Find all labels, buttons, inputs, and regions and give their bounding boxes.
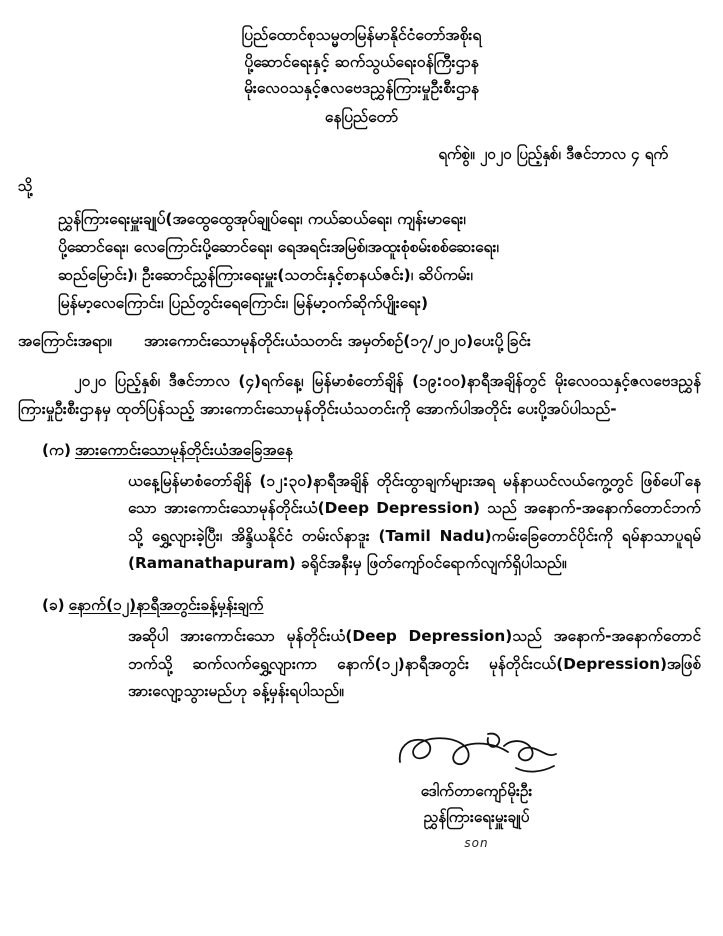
letterhead-line-2: ပို့ဆောင်ရေးနှင့် ဆက်သွယ်ရေးဝန်ကြီးဌာန	[244, 52, 479, 71]
section-kha-mark: (ခ)	[42, 596, 65, 614]
signer-initials: son	[464, 835, 489, 850]
recipient-line: ညွှန်ကြားရေးမှူးချုပ်(အထွေထွေအုပ်ချုပ်ရေး၊ ကယ်ဆယ်ရေး၊ ကျန်းမာရေး၊	[58, 209, 466, 228]
signer-name: ဒေါက်တာကျော်မိုးဦး	[420, 781, 533, 800]
section-ka-heading	[42, 441, 701, 463]
subject-label: အကြောင်းအရာ။	[18, 332, 112, 351]
section-ka	[0, 441, 723, 578]
letterhead-line-1: ပြည်ထောင်စုသမ္မတမြန်မာနိုင်ငံတော်အစိုးရ	[241, 26, 482, 44]
letterhead	[0, 0, 723, 131]
section-ka-body: ယနေ့မြန်မာစံတော်ချိန် (၁၂:၃၀)နာရီအချိန် တိုင်းထွာချက်များအရ မန်နာယင်လယ်ကွေ့တွင် ဖြစ်ပေါ်နေသော အားကောင်းသောမုန်တိုင်းယံ(Deep Depression) သည် အနောက်-အနောက်တောင်ဘက်သို့ ရွှေ့လျားခဲ့ပြီး၊ အိန္ဒိယနိုင်ငံ တမ်းလ်နာဒူး (Tamil Nadu)ကမ်းခြေတောင်ပိုင်းကို ရမ်နာသာပူရမ် (Ramanathapuram) ခရိုင်အနီးမှ ဖြတ်ကျော်ဝင်ရောက်လျက်ရှိပါသည်။	[128, 471, 701, 573]
date-line: ရက်စွဲ။ ၂၀၂၀ ပြည့်နှစ်၊ ဒီဇင်ဘာလ ၄ ရက်	[438, 144, 668, 163]
to-label: သို့	[18, 176, 33, 195]
section-kha-title: နောက်(၁၂)နာရီအတွင်းခန့်မှန်းချက်	[68, 596, 264, 614]
handwritten-signature	[230, 732, 723, 778]
section-ka-title: အားကောင်းသောမုန်တိုင်းယံအခြေအနေ	[74, 440, 293, 459]
signer-title: ညွှန်ကြားရေးမှူးချုပ်	[423, 807, 530, 826]
recipient-line: မြန်မာ့လေကြောင်း၊ ပြည်တွင်းရေကြောင်း၊ မြန်မာ့ဝက်ဆိုက်ပျိုးရေး)	[58, 294, 429, 313]
intro-paragraph	[0, 368, 723, 422]
letterhead-place: နေပြည်တော်	[324, 107, 399, 126]
recipient-line: ပို့ဆောင်ရေး၊ လေကြောင်းပို့ဆောင်ရေး၊ ရေအရင်းအမြစ်၊အထူးစုံစမ်းစစ်ဆေးရေး၊	[58, 237, 499, 256]
letterhead-line-3: မိုးလေဝသနှင့်ဇလဗေဒညွှန်ကြားမှုဦးစီးဌာန	[243, 79, 480, 98]
signature-block	[0, 732, 723, 850]
section-kha	[0, 596, 723, 706]
recipient-block	[0, 205, 723, 318]
section-kha-heading	[42, 596, 701, 618]
section-ka-mark: (က)	[42, 440, 71, 459]
subject-row	[0, 331, 723, 354]
section-kha-body: အဆိုပါ အားကောင်းသော မုန်တိုင်းယံ(Deep Depression)သည် အနောက်-အနောက်တောင်ဘက်သို့ ဆက်လက်ရွှေ့လျားကာ နောက်(၁၂)နာရီအတွင်း မုန်တိုင်းငယ်(Depression)အဖြစ် အားလျော့သွားမည်ဟု ခန့်မှန်းရပါသည်။	[128, 627, 701, 701]
intro-paragraph-text: ၂၀၂၀ ပြည့်နှစ်၊ ဒီဇင်ဘာလ (၄)ရက်နေ့၊ မြန်မာစံတော်ချိန် (၁၉:၀၀)နာရီအချိန်တွင် မိုးလေဝသနှင့်ဇလဗေဒညွှန်ကြားမှုဦးစီးဌာနမှ ထုတ်ပြန်သည့် အားကောင်းသောမုန်တိုင်းယံသတင်းကို အောက်ပါအတိုင်း ပေးပို့အပ်ပါသည်-	[18, 372, 701, 418]
subject-text: အားကောင်းသောမုန်တိုင်းယံသတင်း အမှတ်စဉ်(၁၇/၂၀၂၀)ပေးပို့ခြင်း	[144, 332, 531, 351]
recipient-line: ဆည်မြောင်း)၊ ဦးဆောင်ညွှန်ကြားရေးမှူး(သတင်းနှင့်စာနယ်ဇင်း)၊ ဆိပ်ကမ်း၊	[58, 266, 473, 285]
